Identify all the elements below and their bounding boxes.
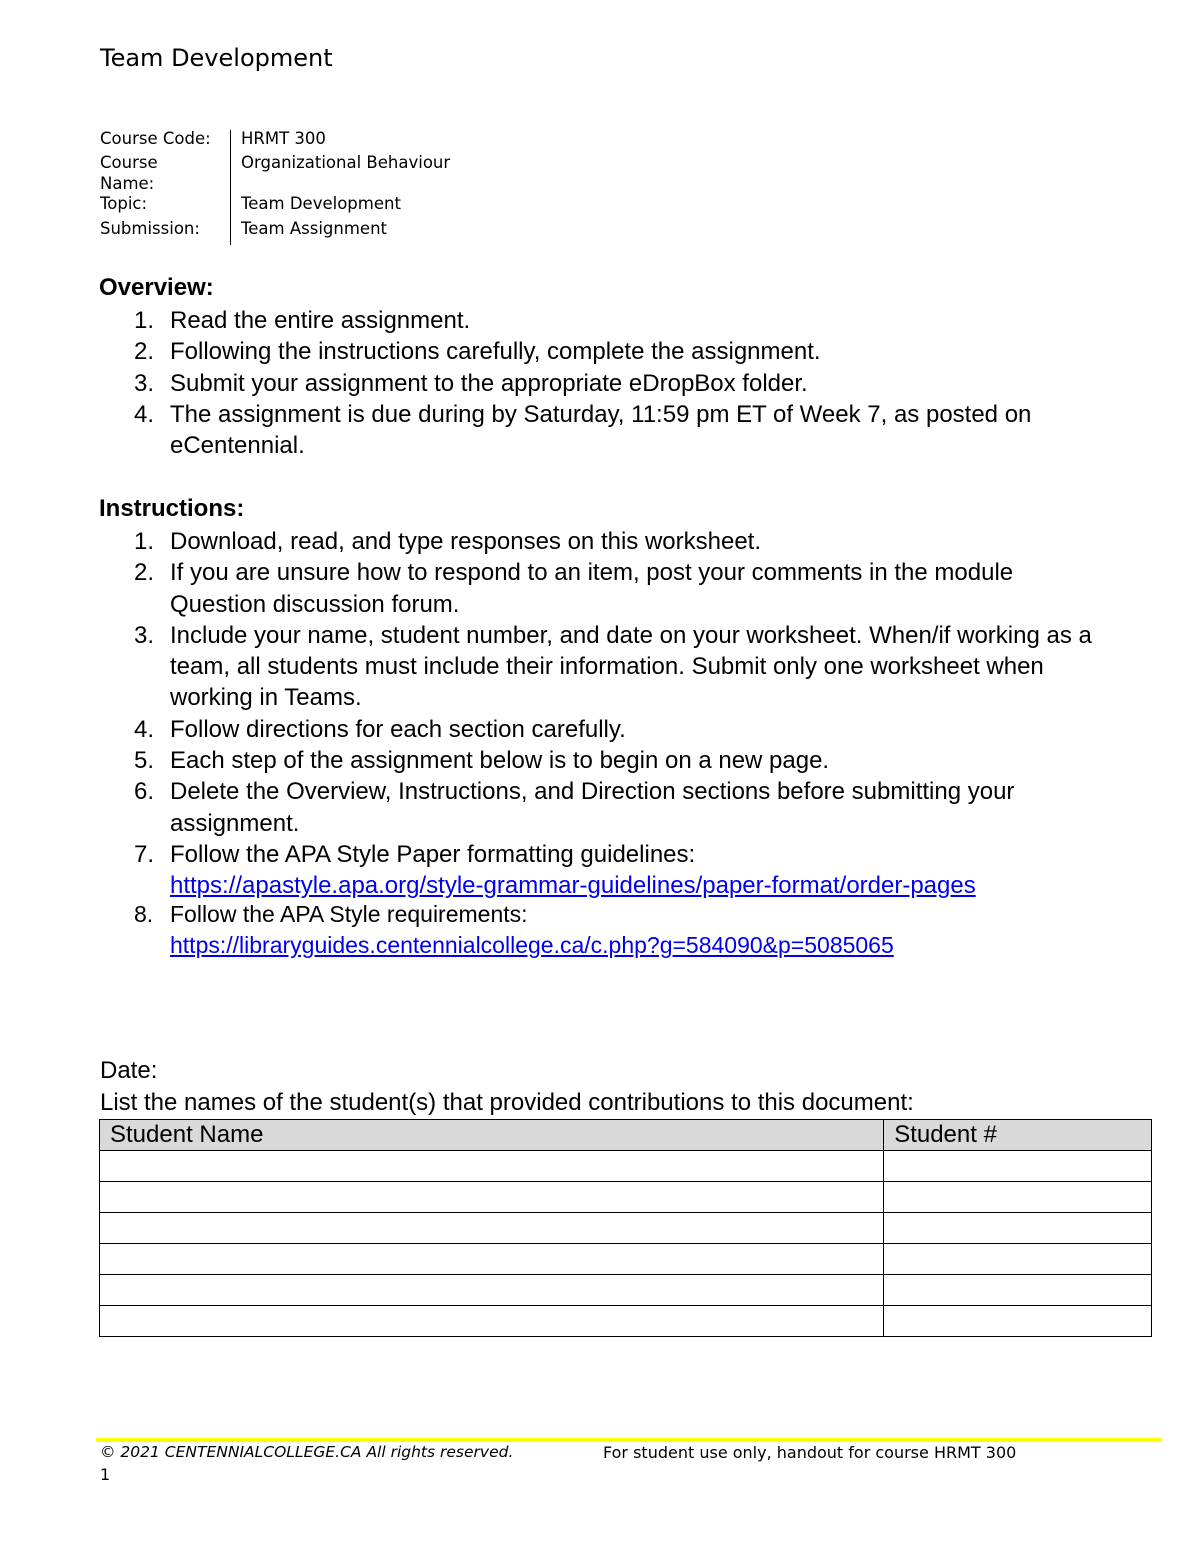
meta-value: Team Development bbox=[241, 194, 401, 213]
list-item: 6. Delete the Overview, Instructions, and Direction sections before submitting your assignment. bbox=[134, 778, 1015, 837]
document-title: Team Development bbox=[100, 44, 333, 72]
list-item: 4. Follow directions for each section carefully. bbox=[134, 715, 626, 743]
table-row bbox=[100, 1213, 1152, 1244]
student-name-cell[interactable] bbox=[100, 1151, 884, 1182]
meta-divider bbox=[230, 130, 231, 245]
footer-copyright: © 2021 CENTENNIALCOLLEGE.CA All rights reserved. bbox=[100, 1443, 514, 1461]
list-item: 8. Follow the APA Style requirements: https://libraryguides.centennialcollege.ca/c.php?g=584090&p=5085065 bbox=[134, 900, 894, 958]
footer-note: For student use only, handout for course HRMT 300 bbox=[603, 1443, 1017, 1462]
student-number-cell[interactable] bbox=[884, 1151, 1152, 1182]
footer-accent-line bbox=[96, 1438, 1162, 1442]
overview-list bbox=[100, 305, 1100, 461]
meta-label: Topic: bbox=[100, 194, 148, 213]
list-item: 1. Download, read, and type responses on this worksheet. bbox=[134, 528, 762, 555]
student-number-cell[interactable] bbox=[884, 1244, 1152, 1275]
overview-heading: Overview: bbox=[99, 274, 214, 301]
student-list-prompt: List the names of the student(s) that provided contributions to this document: bbox=[100, 1089, 914, 1116]
meta-value: Organizational Behaviour bbox=[241, 153, 451, 172]
student-number-cell[interactable] bbox=[884, 1213, 1152, 1244]
list-item: 1. Read the entire assignment. bbox=[134, 307, 471, 334]
table-header-row bbox=[100, 1120, 1152, 1151]
apa-requirements-link[interactable]: https://libraryguides.centennialcollege.ca/c.php?g=584090&p=5085065 bbox=[170, 931, 894, 958]
table-row bbox=[100, 1151, 1152, 1182]
table-row bbox=[100, 1244, 1152, 1275]
student-number-header: Student # bbox=[884, 1120, 1152, 1151]
student-number-cell[interactable] bbox=[884, 1182, 1152, 1213]
student-name-cell[interactable] bbox=[100, 1213, 884, 1244]
list-item: 3. Submit your assignment to the appropriate eDropBox folder. bbox=[134, 369, 808, 397]
list-item: 2. If you are unsure how to respond to an item, post your comments in the module Question discussion forum. bbox=[134, 559, 1014, 618]
student-number-cell[interactable] bbox=[884, 1275, 1152, 1306]
student-name-cell[interactable] bbox=[100, 1275, 884, 1306]
instructions-heading: Instructions: bbox=[99, 495, 245, 522]
table-row bbox=[100, 1182, 1152, 1213]
list-item: 4. The assignment is due during by Saturday, 11:59 pm ET of Week 7, as posted on eCentennial. bbox=[134, 400, 1032, 460]
meta-value: HRMT 300 bbox=[241, 129, 326, 148]
student-name-cell[interactable] bbox=[100, 1182, 884, 1213]
student-number-cell[interactable] bbox=[884, 1306, 1152, 1337]
list-item: 7. Follow the APA Style Paper formatting guidelines: https://apastyle.apa.org/style-grammar-guidelines/paper-format/order-pages bbox=[134, 840, 976, 900]
meta-label: Course Name: bbox=[100, 153, 158, 193]
student-name-header: Student Name bbox=[100, 1120, 884, 1151]
table-row bbox=[100, 1275, 1152, 1306]
table-row bbox=[100, 1306, 1152, 1337]
meta-label: Course Code: bbox=[100, 129, 211, 148]
date-label: Date: bbox=[100, 1057, 158, 1084]
list-item: 2. Following the instructions carefully, complete the assignment. bbox=[134, 338, 821, 366]
student-name-cell[interactable] bbox=[100, 1244, 884, 1275]
student-name-cell[interactable] bbox=[100, 1306, 884, 1337]
meta-value: Team Assignment bbox=[241, 219, 388, 238]
student-table bbox=[99, 1119, 1152, 1337]
page-number: 1 bbox=[100, 1465, 111, 1484]
list-item: 3. Include your name, student number, and date on your worksheet. When/if working as a team, all students must include their information. Submit only one worksheet when working in Teams. bbox=[134, 621, 1092, 712]
meta-label: Submission: bbox=[100, 219, 200, 238]
apa-format-link[interactable]: https://apastyle.apa.org/style-grammar-guidelines/paper-format/order-pages bbox=[170, 872, 976, 900]
instructions-list bbox=[100, 526, 1100, 961]
list-item: 5. Each step of the assignment below is to begin on a new page. bbox=[134, 747, 830, 775]
